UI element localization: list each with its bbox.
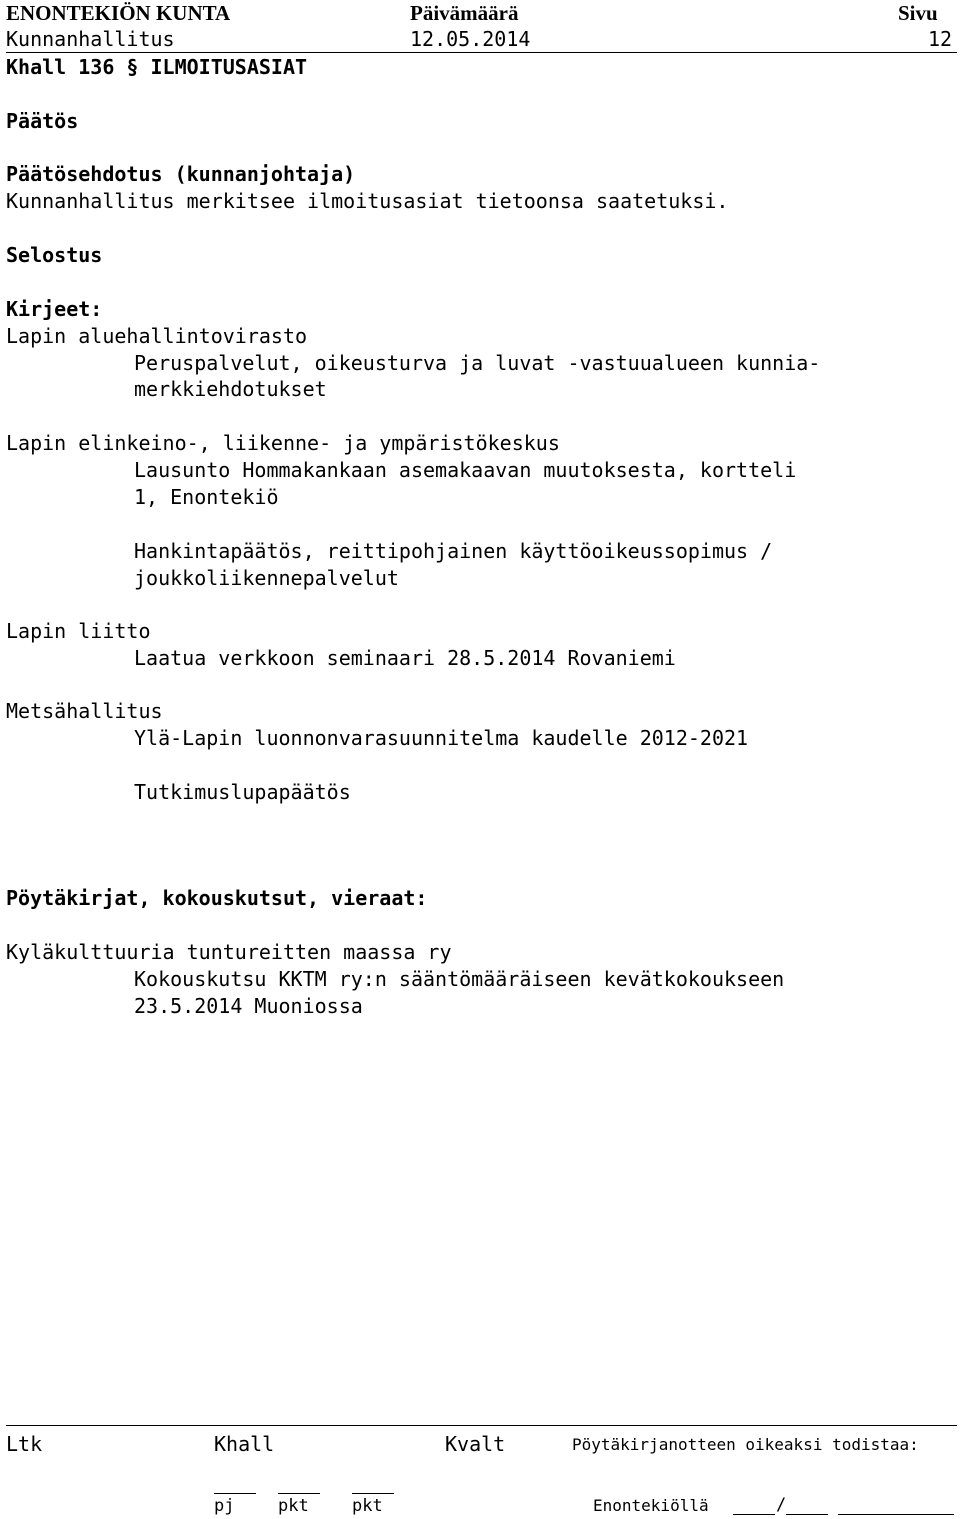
footer-pj: pj: [214, 1496, 235, 1516]
minutes-item-line: 23.5.2014 Muoniossa: [134, 994, 363, 1018]
section-title: ILMOITUSASIAT: [150, 55, 308, 79]
minutes-sender: Kyläkulttuuria tuntureitten maassa ry: [6, 940, 452, 964]
explanation-heading: Selostus: [6, 243, 103, 267]
minutes-item-line: Kokouskutsu KKTM ry:n sääntömääräiseen kevätkokoukseen: [134, 967, 785, 991]
letter-item-line: Lausunto Hommakankaan asemakaavan muutoksesta, kortteli: [134, 458, 797, 482]
section-number: Khall 136: [6, 55, 115, 79]
municipality-name: ENONTEKIÖN KUNTA: [6, 1, 231, 25]
header-divider: [6, 52, 957, 53]
letter-item-line: joukkoliikennepalvelut: [134, 566, 399, 590]
letter-sender: Lapin liitto: [6, 619, 151, 643]
pkt-blank: [352, 1493, 394, 1494]
footer-khall: Khall: [214, 1432, 275, 1456]
month-blank: [786, 1514, 828, 1515]
letters-heading: Kirjeet:: [6, 297, 103, 321]
day-blank: [733, 1514, 775, 1515]
letter-item-line: merkkiehdotukset: [134, 377, 327, 401]
section-heading: [6, 54, 307, 80]
section-symbol: §: [126, 55, 139, 79]
decision-heading: Päätös: [6, 109, 79, 133]
footer-pkt: pkt: [352, 1496, 383, 1516]
letter-item-line: Hankintapäätös, reittipohjainen käyttöoikeussopimus /: [134, 539, 773, 563]
letter-item-line: Ylä-Lapin luonnonvarasuunnitelma kaudelle 2012-2021: [134, 726, 749, 750]
proposal-heading: Päätösehdotus (kunnanjohtaja): [6, 162, 356, 186]
date-separator: /: [776, 1495, 787, 1515]
letter-sender: Lapin elinkeino-, liikenne- ja ympäristökeskus: [6, 431, 560, 455]
letter-item-line: Laatua verkkoon seminaari 28.5.2014 Rovaniemi: [134, 646, 676, 670]
proposal-text: Kunnanhallitus merkitsee ilmoitusasiat tietoonsa saatetuksi.: [6, 189, 729, 213]
page-number: 12: [928, 27, 953, 51]
letter-item-line: 1, Enontekiö: [134, 485, 279, 509]
letter-sender: Lapin aluehallintovirasto: [6, 324, 308, 348]
page-label: Sivu: [898, 1, 938, 25]
footer-place: Enontekiöllä: [593, 1496, 709, 1515]
letter-sender: Metsähallitus: [6, 699, 163, 723]
footer-kvalt: Kvalt: [445, 1432, 506, 1456]
footer-pkt: pkt: [278, 1496, 309, 1516]
meeting-date: 12.05.2014: [410, 27, 531, 51]
footer-divider: [6, 1425, 957, 1426]
minutes-heading: Pöytäkirjat, kokouskutsut, vieraat:: [6, 886, 428, 910]
letter-item-line: Peruspalvelut, oikeusturva ja luvat -vastuualueen kunnia-: [134, 351, 821, 375]
pj-blank: [214, 1493, 256, 1494]
letter-item-line: Tutkimuslupapäätös: [134, 780, 351, 804]
signature-blank: [838, 1514, 954, 1515]
meeting-body: Kunnanhallitus: [6, 27, 175, 51]
certify-text: Pöytäkirjanotteen oikeaksi todistaa:: [572, 1435, 919, 1454]
pkt-blank: [278, 1493, 320, 1494]
date-label: Päivämäärä: [410, 1, 519, 25]
footer-ltk: Ltk: [6, 1432, 43, 1456]
